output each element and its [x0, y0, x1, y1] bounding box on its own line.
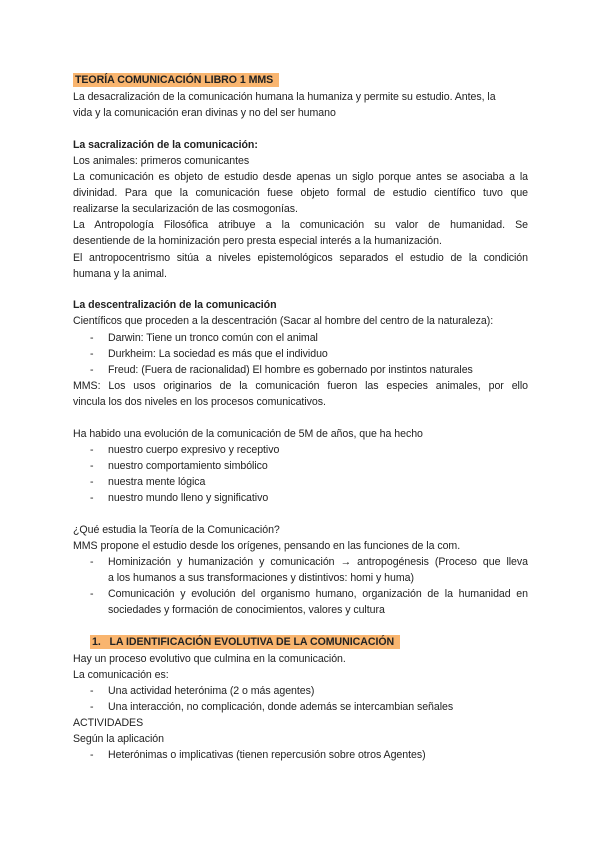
paragraph-line: Según la aplicación — [73, 733, 164, 745]
list-item: nuestro comportamiento simbólico — [108, 460, 268, 472]
list-bullet: - — [90, 492, 94, 504]
list-bullet: - — [90, 556, 94, 568]
list-bullet: - — [90, 588, 94, 600]
list-item-continuation: sociedades y formación de conocimientos, valores y cultura — [108, 604, 385, 616]
paragraph-line: La comunicación es objeto de estudio desde apenas un siglo porque antes se asociaba a la — [73, 171, 528, 183]
paragraph-line: Ha habido una evolución de la comunicación de 5M de años, que ha hecho — [73, 428, 423, 440]
paragraph-line: divinidad. Para que la comunicación fuese objeto formal de estudio científico tuvo que — [73, 187, 528, 199]
paragraph-line: vincula los dos niveles en los procesos comunicativos. — [73, 396, 326, 408]
paragraph-line: ACTIVIDADES — [73, 717, 144, 729]
list-item: Heterónimas o implicativas (tienen repercusión sobre otros Agentes) — [108, 749, 426, 761]
section-heading — [90, 635, 400, 649]
paragraph-line: ¿Qué estudia la Teoría de la Comunicación? — [73, 524, 280, 536]
list-bullet: - — [90, 685, 94, 697]
list-item: Una actividad heterónima (2 o más agentes) — [108, 685, 315, 697]
paragraph-line: La comunicación es: — [73, 669, 169, 681]
list-item: Comunicación y evolución del organismo humano, organización de la humanidad en — [108, 588, 528, 600]
list-item: Darwin: Tiene un tronco común con el animal — [108, 332, 318, 344]
list-item: Durkheim: La sociedad es más que el individuo — [108, 348, 328, 360]
intro-line: La desacralización de la comunicación humana la humaniza y permite su estudio. Antes, la — [73, 91, 496, 103]
list-bullet: - — [90, 364, 94, 376]
paragraph-line: desentiende de la hominización pero presta especial interés a la humanización. — [73, 235, 442, 247]
paragraph-line: El antropocentrismo sitúa a niveles epistemológicos separados el estudio de la condición — [73, 252, 528, 264]
paragraph-line: La Antropología Filosófica atribuye a la comunicación su valor de humanidad. Se — [73, 219, 528, 231]
paragraph-line: Científicos que proceden a la descentración (Sacar al hombre del centro de la naturaleza): — [73, 315, 494, 327]
document-title: TEORÍA COMUNICACIÓN LIBRO 1 MMS — [73, 73, 279, 87]
paragraph-line: Los animales: primeros comunicantes — [73, 155, 250, 167]
list-bullet: - — [90, 332, 94, 344]
paragraph-line: realizarse la secularización de las cosmogonías. — [73, 203, 298, 215]
paragraph-line: Hay un proceso evolutivo que culmina en la comunicación. — [73, 653, 346, 665]
list-bullet: - — [90, 476, 94, 488]
decentral-heading: La descentralización de la comunicación — [73, 299, 277, 311]
list-bullet: - — [90, 460, 94, 472]
paragraph-line: MMS: Los usos originarios de la comunicación fueron las especies animales, por ello — [73, 380, 528, 392]
list-bullet: - — [90, 701, 94, 713]
list-bullet: - — [90, 444, 94, 456]
list-item: Freud: (Fuera de racionalidad) El hombre es gobernado por instintos naturales — [108, 364, 473, 376]
section-title: LA IDENTIFICACIÓN EVOLUTIVA DE LA COMUNICACIÓN — [109, 636, 395, 648]
list-bullet: - — [90, 749, 94, 761]
section-number: 1. — [92, 636, 101, 648]
paragraph-line: humana y la animal. — [73, 268, 167, 280]
list-item: nuestra mente lógica — [108, 476, 206, 488]
paragraph-line: MMS propone el estudio desde los orígenes, pensando en las funciones de la com. — [73, 540, 461, 552]
list-item-continuation: a los humanos a sus transformaciones y distintivos: homi y huma) — [108, 572, 414, 584]
list-item: nuestro cuerpo expresivo y receptivo — [108, 444, 280, 456]
list-item: Una interacción, no complicación, donde además se intercambian señales — [108, 701, 454, 713]
list-item: nuestro mundo lleno y significativo — [108, 492, 269, 504]
list-bullet: - — [90, 348, 94, 360]
list-item: Hominización y humanización y comunicación → antropogénesis (Proceso que lleva — [108, 556, 528, 568]
intro-line: vida y la comunicación eran divinas y no del ser humano — [73, 107, 336, 119]
sacral-heading: La sacralización de la comunicación: — [73, 139, 258, 151]
